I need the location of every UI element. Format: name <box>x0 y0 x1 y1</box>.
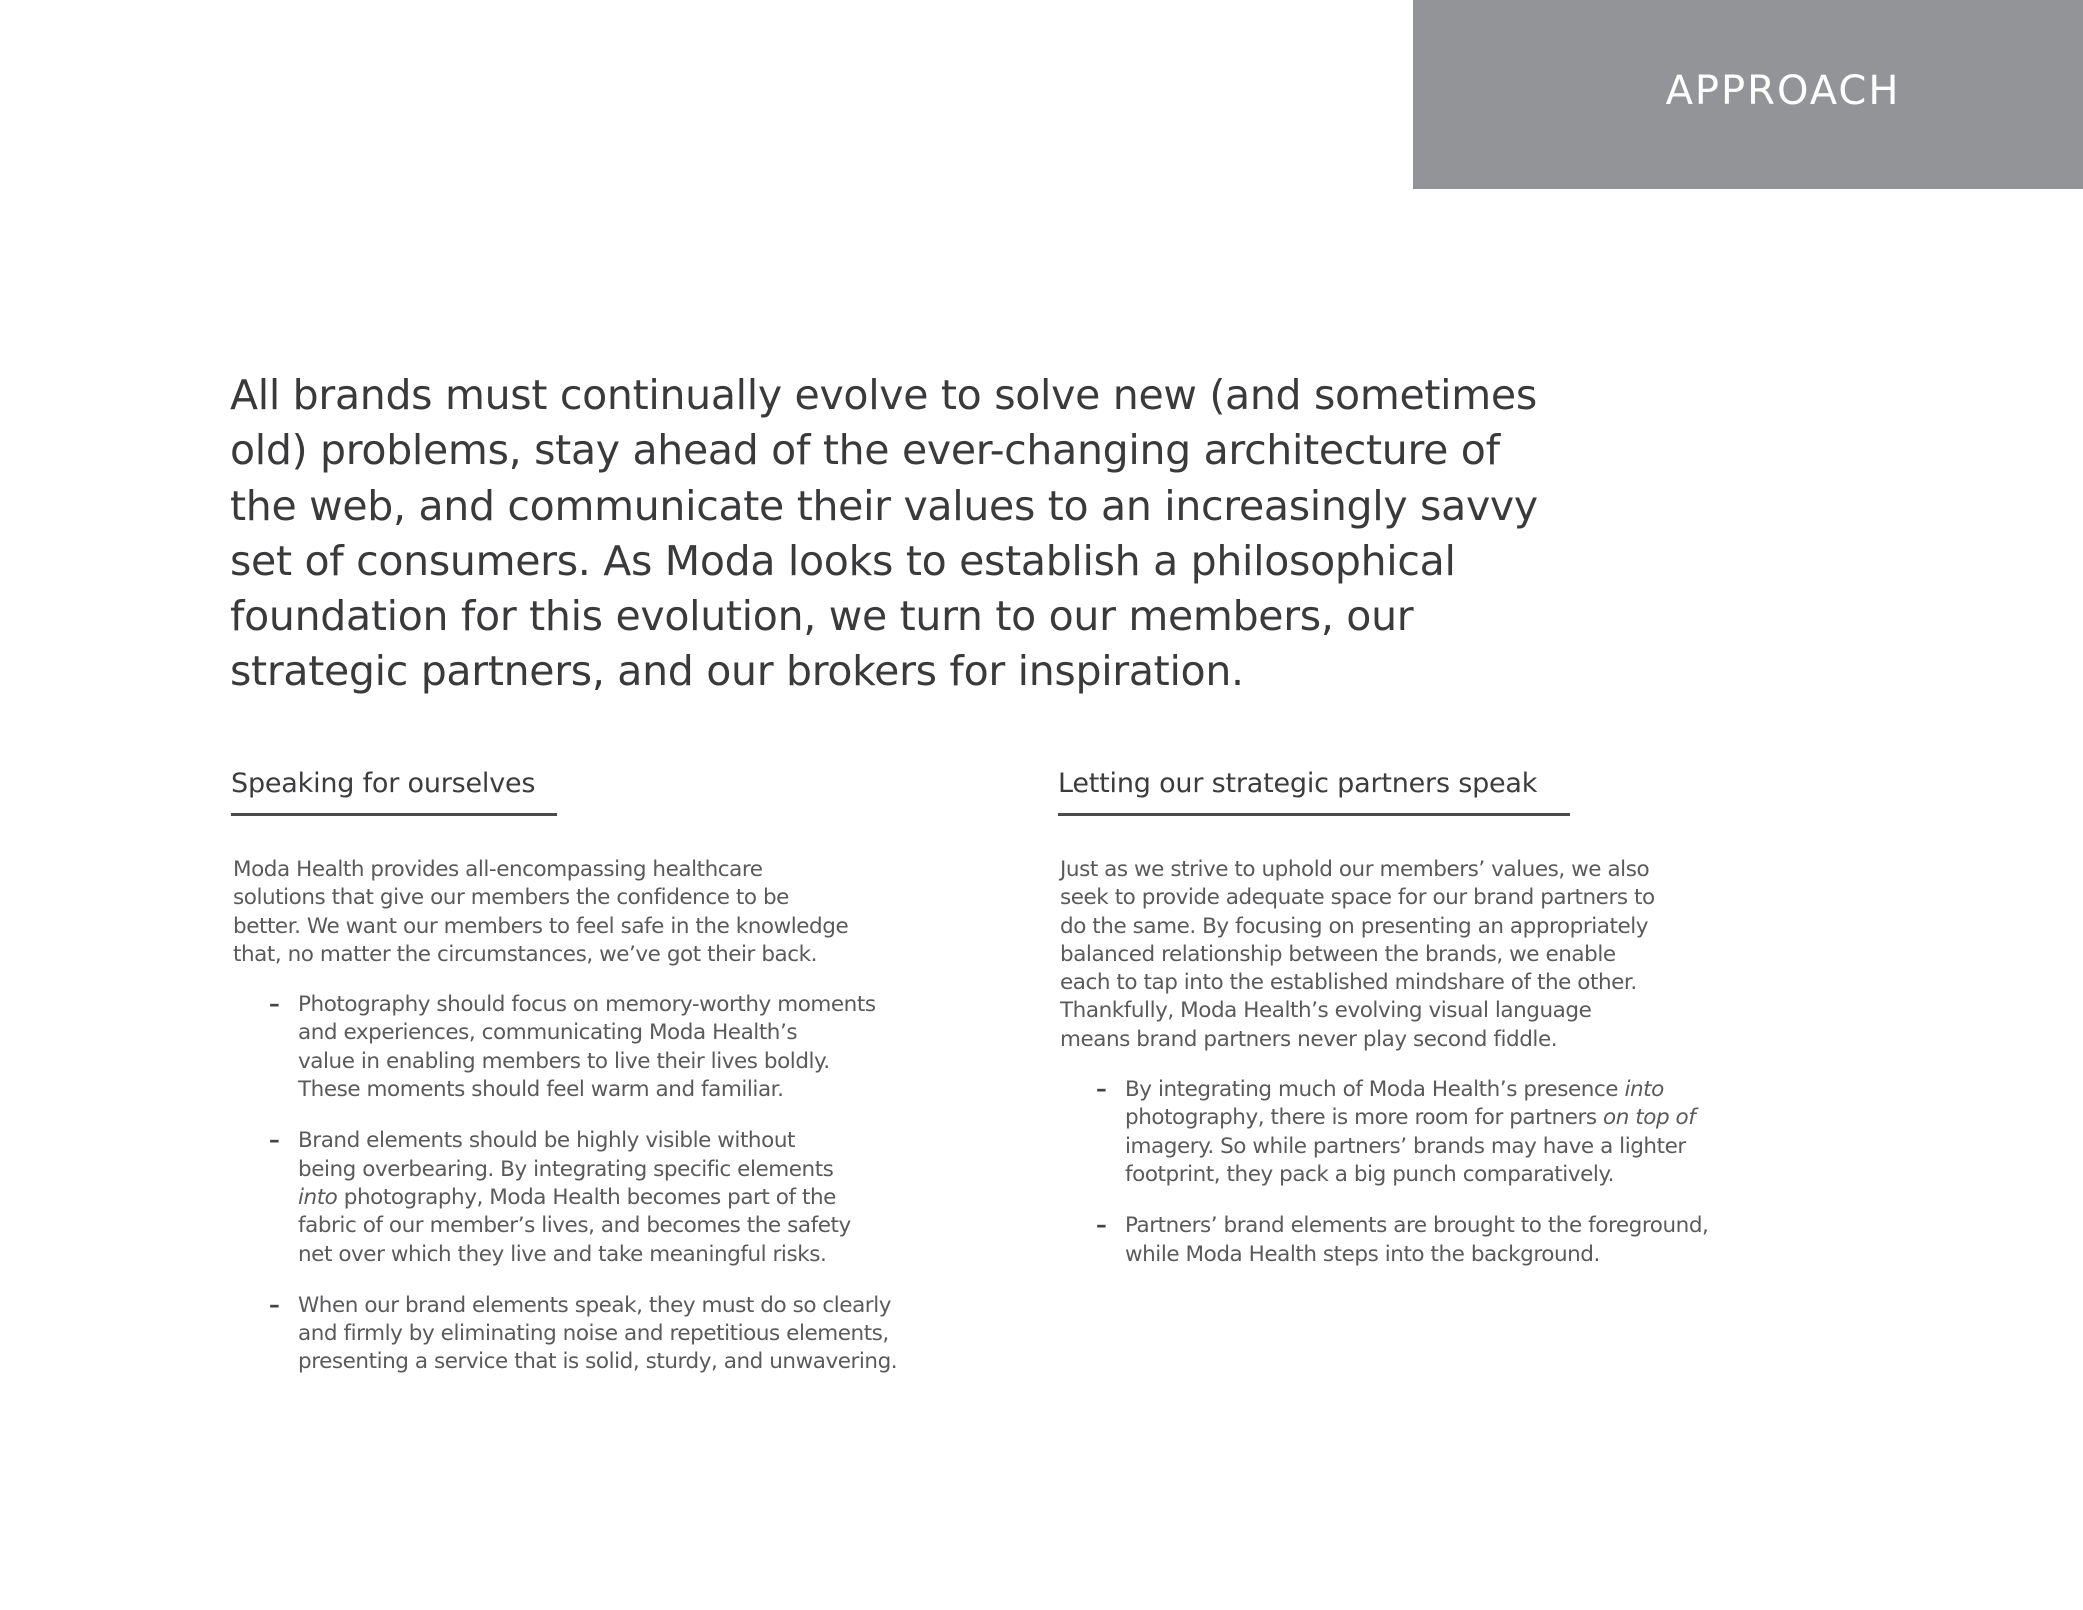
emphasis-text: into <box>1624 1077 1664 1103</box>
dash-bullet-icon: – <box>269 1292 280 1318</box>
lede-line: strategic partners, and our brokers for inspiration. <box>230 647 1244 696</box>
body-line: better. We want our members to feel safe in the knowledge <box>233 913 849 939</box>
bullet-line: Photography should focus on memory-worthy moments <box>298 992 876 1018</box>
bullet-line: and firmly by eliminating noise and repetitious elements, <box>298 1321 889 1347</box>
dash-bullet-icon: – <box>1096 1077 1107 1103</box>
lede-line: foundation for this evolution, we turn to our members, our <box>230 592 1414 641</box>
body-line: Thankfully, Moda Health’s evolving visual language <box>1060 998 1592 1024</box>
lede-line: set of consumers. As Moda looks to establish a philosophical <box>230 536 1456 585</box>
body-line: means brand partners never play second fiddle. <box>1060 1026 1558 1052</box>
column-heading: Letting our strategic partners speak <box>1058 768 1570 816</box>
body-line: Moda Health provides all-encompassing healthcare <box>233 857 763 882</box>
bullet-line: presenting a service that is solid, sturdy, and unwavering. <box>298 1349 898 1375</box>
bullet-line: and experiences, communicating Moda Health’s <box>298 1020 798 1046</box>
lede-line: old) problems, stay ahead of the ever-changing architecture of <box>230 426 1500 475</box>
bullet-list <box>1058 1076 1818 1269</box>
emphasis-text: into <box>298 1184 338 1210</box>
dash-bullet-icon: – <box>269 1128 280 1154</box>
section-tab-label: APPROACH <box>1665 67 1901 114</box>
lede-line: the web, and communicate their values to an increasingly savvy <box>230 481 1538 530</box>
body-line: balanced relationship between the brands, we enable <box>1060 941 1616 967</box>
bullet-line: Brand elements should be highly visible without <box>298 1128 795 1154</box>
bullet-line: footprint, they pack a big punch comparatively. <box>1125 1161 1614 1187</box>
bullet-line: Partners’ brand elements are brought to the foreground, <box>1125 1213 1709 1239</box>
column-body <box>233 856 991 969</box>
column-heading: Speaking for ourselves <box>231 768 557 816</box>
lede-line: All brands must continually evolve to solve new (and sometimes <box>230 371 1537 419</box>
bullet-line: being overbearing. By integrating specific elements <box>298 1156 834 1182</box>
body-line: Just as we strive to uphold our members’ values, we also <box>1060 857 1650 882</box>
bullet-line: fabric of our member’s lives, and becomes the safety <box>298 1213 851 1239</box>
body-line: seek to provide adequate space for our brand partners to <box>1060 885 1655 911</box>
bullet-list <box>231 991 991 1377</box>
bullet-line-text: photography, there is more room for partners <box>1125 1105 1604 1131</box>
bullet-item <box>1058 1076 1818 1189</box>
lede-paragraph <box>230 368 1650 700</box>
section-tab <box>1413 0 2083 189</box>
bullet-line: imagery. So while partners’ brands may have a lighter <box>1125 1133 1686 1159</box>
body-line: solutions that give our members the confidence to be <box>233 885 789 911</box>
body-line: do the same. By focusing on presenting an appropriately <box>1060 913 1649 939</box>
dash-bullet-icon: – <box>1096 1213 1107 1239</box>
bullet-line: value in enabling members to live their lives boldly. <box>298 1048 830 1074</box>
column-strategic-partners <box>1058 768 1818 1292</box>
bullet-line <box>298 1184 991 1212</box>
bullet-line-rest: photography, Moda Health becomes part of the <box>343 1184 836 1210</box>
body-line: that, no matter the circumstances, we’ve got their back. <box>233 941 818 967</box>
bullet-item <box>231 1292 991 1377</box>
bullet-line <box>1125 1076 1818 1104</box>
bullet-line <box>1125 1104 1818 1132</box>
bullet-line: These moments should feel warm and familiar. <box>298 1077 784 1103</box>
bullet-item <box>231 1127 991 1268</box>
bullet-item <box>1058 1212 1818 1269</box>
dash-bullet-icon: – <box>269 992 280 1018</box>
body-line: each to tap into the established mindshare of the other. <box>1060 970 1637 996</box>
emphasis-text: on top of <box>1603 1105 1696 1131</box>
bullet-item <box>231 991 991 1104</box>
column-speaking-for-ourselves <box>231 768 991 1400</box>
bullet-line: net over which they live and take meaningful risks. <box>298 1241 827 1267</box>
column-body <box>1060 856 1818 1054</box>
bullet-line: while Moda Health steps into the background. <box>1125 1241 1600 1267</box>
bullet-line-text: By integrating much of Moda Health’s presence <box>1125 1077 1625 1103</box>
bullet-line: When our brand elements speak, they must do so clearly <box>298 1292 891 1318</box>
